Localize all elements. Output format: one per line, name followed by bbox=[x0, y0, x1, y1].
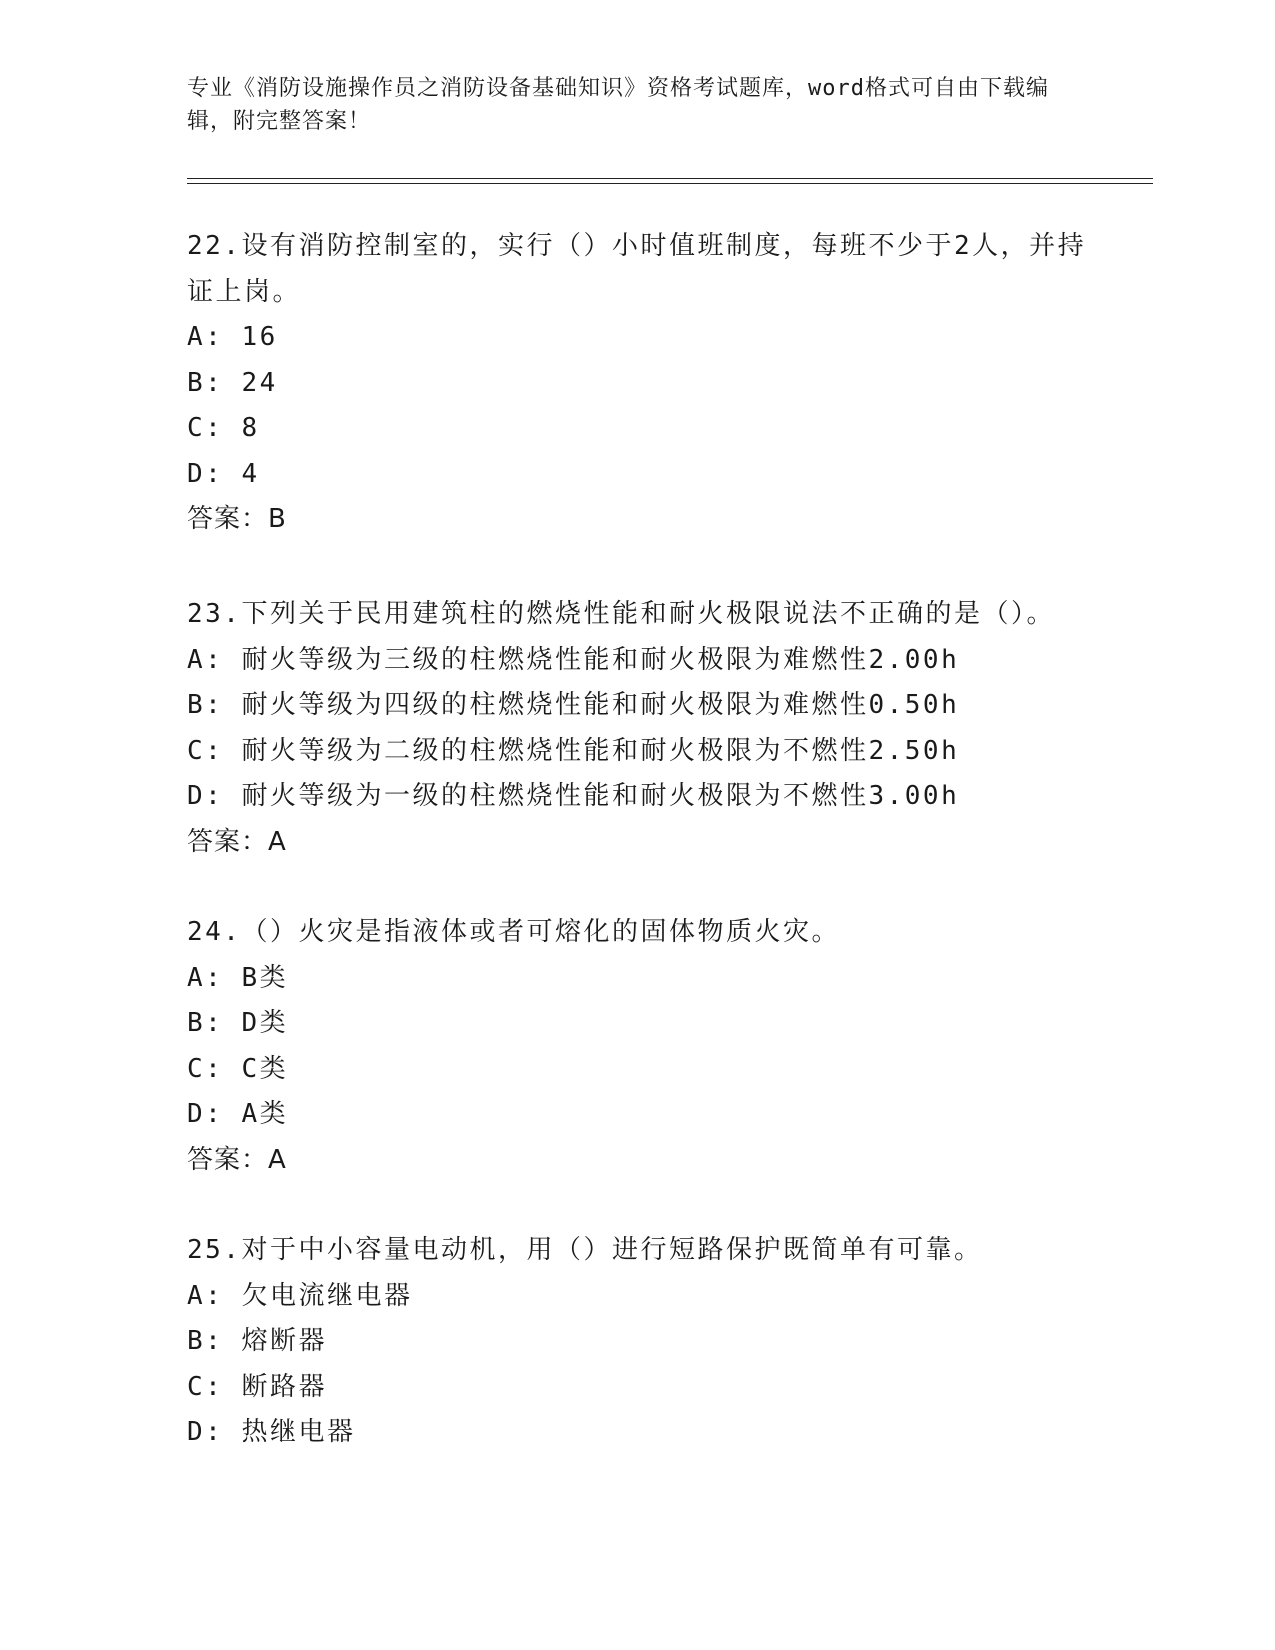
option-d: D: 热继电器 bbox=[187, 1417, 356, 1447]
answer: 答案：A bbox=[187, 1144, 287, 1175]
option-d: D: 耐火等级为一级的柱燃烧性能和耐火极限为不燃性3.00h bbox=[187, 781, 960, 811]
option-c: C: 耐火等级为二级的柱燃烧性能和耐火极限为不燃性2.50h bbox=[187, 735, 960, 766]
option-d: D: 4 bbox=[187, 458, 260, 489]
option-c: C: 8 bbox=[187, 413, 260, 443]
question-stem: 23.下列关于民用建筑柱的燃烧性能和耐火极限说法不正确的是（）。 bbox=[187, 599, 1055, 629]
answer: 答案：B bbox=[187, 504, 287, 534]
document-header: 专业《消防设施操作员之消防设备基础知识》资格考试题库，word格式可自由下载编辑，附完整答案！ bbox=[187, 76, 1049, 134]
header-rule-bottom bbox=[187, 183, 1153, 184]
option-b: B: 熔断器 bbox=[187, 1326, 327, 1356]
question-25 bbox=[187, 1228, 1147, 1456]
option-a: A: 欠电流继电器 bbox=[187, 1280, 413, 1311]
question-22 bbox=[187, 224, 1147, 543]
option-b: B: 耐火等级为四级的柱燃烧性能和耐火极限为难燃性0.50h bbox=[187, 690, 960, 720]
option-a: A: 耐火等级为三级的柱燃烧性能和耐火极限为难燃性2.00h bbox=[187, 644, 960, 675]
option-b: B: D类 bbox=[187, 1008, 289, 1038]
option-a: A: B类 bbox=[187, 962, 289, 993]
question-24 bbox=[187, 910, 1147, 1183]
question-stem: 25.对于中小容量电动机，用（）进行短路保护既简单有可靠。 bbox=[187, 1235, 983, 1265]
option-a: A: 16 bbox=[187, 322, 278, 352]
option-b: B: 24 bbox=[187, 367, 278, 398]
header-rule-top bbox=[187, 178, 1153, 179]
question-stem: 24.（）火灾是指液体或者可熔化的固体物质火灾。 bbox=[187, 917, 840, 947]
option-c: C: C类 bbox=[187, 1053, 289, 1084]
option-c: C: 断路器 bbox=[187, 1371, 327, 1402]
answer: 答案：A bbox=[187, 826, 287, 857]
question-23 bbox=[187, 592, 1147, 865]
option-d: D: A类 bbox=[187, 1099, 289, 1129]
question-stem: 22.设有消防控制室的，实行（）小时值班制度，每班不少于2人，并持证上岗。 bbox=[187, 231, 1087, 307]
